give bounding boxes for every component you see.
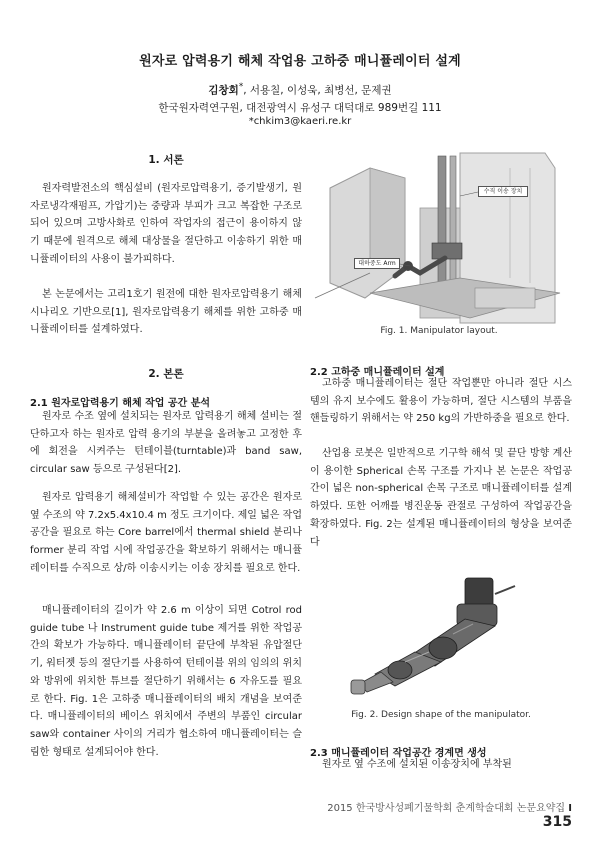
author-line [0, 82, 600, 98]
section-2-1-paragraph-1: 원자로 수조 옆에 설치되는 원자로 압력용기 해체 설비는 절단하고자 하는 원자로 압력 용기의 부분을 올려놓고 고정한 후에 회전을 시켜주는 턴테이블(turntable)과 band saw, circular saw 등으로 구성된다[2]. [30, 411, 302, 476]
affiliation: 한국원자력연구원, 대전광역시 유성구 대덕대로 989번길 111 [158, 102, 442, 114]
manipulator-layout-figure [310, 148, 568, 333]
lead-author: 김창회 [208, 84, 239, 97]
page-footer [300, 799, 572, 830]
fig1-label-arm: 대하중도 Arm [354, 258, 400, 269]
manipulator-design-figure [345, 574, 533, 702]
footer-separator: I [568, 803, 572, 814]
intro-paragraph-1: 원자력발전소의 핵심설비 (원자로압력용기, 증기발생기, 원자로냉각재펌프, 가압기)는 중량과 부피가 크고 복잡한 구조로 되어 있으며 고방사화로 인하여 작업자의 접근이 용이하지 않기 때문에 원격으로 해체 대상물을 절단하고 이송하기 위한 매니퓰레이터의 사용이 불가피하다. [30, 183, 302, 265]
figure-2-caption: Fig. 2. Design shape of the manipulator. [351, 710, 531, 720]
section-2-1-paragraph-2: 원자로 압력용기 해체설비가 작업할 수 있는 공간은 원자로 옆 수조의 약 7.2x5.4x10.4 m 정도 크기이다. 제일 넓은 작업 공간을 필요로 하는 Core barrel에서 thermal shield 분리나 former 분리 작업 시에 작업공간을 확보하기 위해서는 매니퓰레이터를 수직으로 상/하 이송시키는 이송 장치를 필요로 한다. [30, 492, 302, 574]
figure-2 [345, 574, 533, 702]
paper-title: 원자로 압력용기 해체 작업용 고하중 매니퓰레이터 설계 [139, 54, 461, 69]
figure-1-caption: Fig. 1. Manipulator layout. [380, 326, 498, 336]
section-2-1-heading: 2.1 원자로압력용기 해체 작업 공간 분석 [30, 398, 211, 409]
footer-proceedings: 2015 한국방사성폐기물학회 춘계학술대회 논문요약집 [327, 803, 566, 814]
figure-1 [310, 148, 568, 333]
corresponding-mark: * [238, 82, 244, 92]
co-authors: , 서용칠, 이성욱, 최병선, 문제권 [243, 84, 392, 97]
section-2-1-paragraph-3: 매니퓰레이터의 길이가 약 2.6 m 이상이 되면 Cotrol rod guide tube 나 Instrument guide tube 제거를 위한 작업공간의 확보가 가능하다. 매니퓰레이터 끝단에 부착된 유압절단기, 워터젯 등의 절단기를 사용하여 턴테이블 위의 임의의 위치와 방위에 위치한 튜브를 절단하기 위해서는 6 자유도를 필요로 한다. Fig. 1은 고하중 매니퓰레이터의 배치 개념을 보여준다. 매니퓰레이터의 베이스 위치에서 주변의 부품인 circular saw와 container 사이의 거리가 협소하여 매니퓰레이터는 슬림한 형태로 설계되어야 한다. [30, 605, 302, 758]
section-2-2-heading: 2.2 고하중 매니퓰레이터 설계 [310, 367, 445, 378]
section-2-3-heading: 2.3 매니퓰레이터 작업공간 경계면 생성 [310, 748, 487, 759]
section-2-3-paragraph-1: 원자로 옆 수조에 설치된 이송장치에 부착된 [322, 759, 512, 770]
section-2-2-paragraph-2: 산업용 로봇은 일반적으로 기구학 해석 및 끝단 방향 계산이 용이한 Spherical 손목 구조를 가지나 본 논문은 작업공간이 넓은 non-spherical 손목 구조로 매니퓰레이터를 설계하였다. 또한 어깨를 병진운동 관절로 구성하여 작업공간을 확장하였다. Fig. 2는 설계된 매니퓰레이터의 형상을 보여준다 [310, 448, 572, 548]
page-number: 315 [542, 814, 572, 830]
intro-paragraph-2: 본 논문에서는 고리1호기 원전에 대한 원자로압력용기 해체 시나리오 기반으로[1], 원자로압력용기 해체를 위한 고하중 매니퓰레이터를 설계하였다. [30, 289, 302, 336]
intro-heading: 1. 서론 [148, 154, 184, 166]
section-2-2-paragraph-1: 고하중 매니퓰레이터는 절단 작업뿐만 아니라 절단 시스템의 유지 보수에도 활용이 가능하며, 절단 시스템의 부품을 핸들링하기 위해서는 약 250 kg의 가반하중을 필요로 한다. [310, 378, 572, 425]
email: *chkim3@kaeri.re.kr [248, 116, 352, 127]
fig1-label-lift: 수직 이송 장치 [478, 186, 528, 197]
body-heading: 2. 본론 [148, 368, 184, 380]
